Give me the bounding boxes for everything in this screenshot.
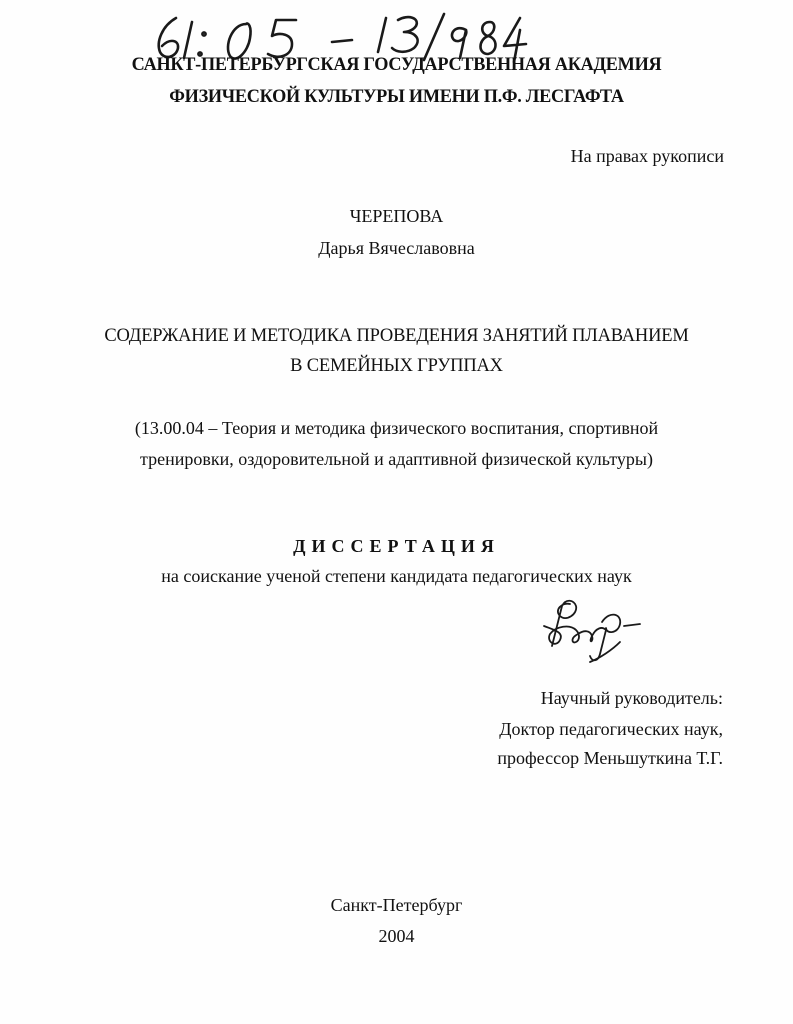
institution-name-line1: САНКТ-ПЕТЕРБУРГСКАЯ ГОСУДАРСТВЕННАЯ АКАДЕМИЯ <box>131 54 662 75</box>
dissertation-title-line1: СОДЕРЖАНИЕ И МЕТОДИКА ПРОВЕДЕНИЯ ЗАНЯТИЙ ПЛАВАНИЕМ <box>104 326 689 346</box>
year: 2004 <box>378 926 415 946</box>
supervisor-label: Научный руководитель: <box>540 688 723 708</box>
supervisor-degree: Доктор педагогических наук, <box>499 719 723 739</box>
city: Санкт-Петербург <box>330 895 463 915</box>
institution-name-line2: ФИЗИЧЕСКОЙ КУЛЬТУРЫ ИМЕНИ П.Ф. ЛЕСГАФТА <box>169 86 624 107</box>
author-surname: ЧЕРЕПОВА <box>349 206 444 226</box>
author-given-names: Дарья Вячеславовна <box>318 238 475 258</box>
dissertation-title-line2: В СЕМЕЙНЫХ ГРУППАХ <box>290 356 503 376</box>
dissertation-label: ДИССЕРТАЦИЯ <box>293 536 500 556</box>
rights-note: На правах рукописи <box>570 146 724 166</box>
specialty-line1: (13.00.04 – Теория и методика физического воспитания, спортивной <box>134 418 659 438</box>
supervisor-name: профессор Меньшуткина Т.Г. <box>497 748 723 768</box>
signature-image <box>540 596 650 666</box>
degree-subtitle: на соискание ученой степени кандидата педагогических наук <box>161 566 632 586</box>
specialty-line2: тренировки, оздоровительной и адаптивной физической культуры) <box>140 449 653 469</box>
